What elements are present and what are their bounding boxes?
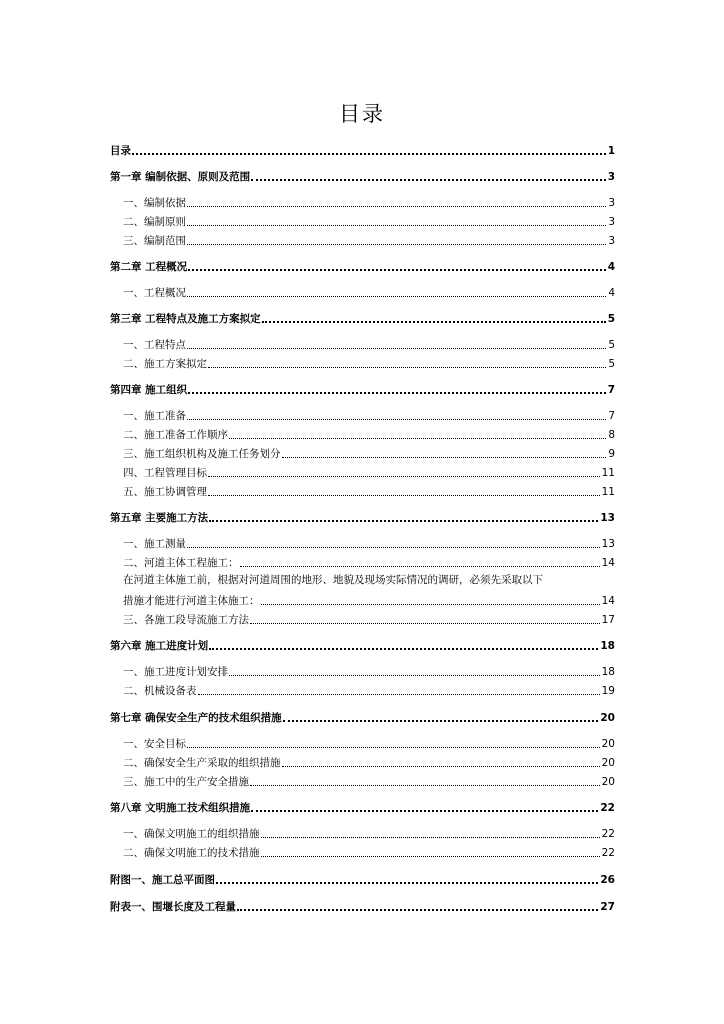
toc-chapter-5[interactable] bbox=[110, 509, 615, 525]
leader-dots bbox=[187, 206, 606, 207]
toc-page-number: 26 bbox=[600, 874, 615, 886]
toc-entry-text: 三、各施工段导流施工方法 bbox=[123, 614, 249, 626]
toc-page-number: 3 bbox=[608, 197, 615, 209]
toc-page-number: 3 bbox=[608, 235, 615, 247]
toc-page-number: 22 bbox=[601, 828, 615, 840]
toc-page-number: 3 bbox=[607, 171, 615, 183]
toc-section[interactable] bbox=[123, 213, 615, 229]
toc-page-number: 20 bbox=[601, 738, 615, 750]
leader-dots bbox=[187, 348, 606, 349]
toc-page-number: 17 bbox=[601, 614, 615, 626]
toc-page-number: 8 bbox=[608, 429, 615, 441]
leader-dots bbox=[187, 419, 606, 420]
toc-appendix-figure[interactable] bbox=[110, 871, 615, 887]
toc-entry-text: 三、施工中的生产安全措施 bbox=[123, 776, 249, 788]
toc-entry-text: 一、安全目标 bbox=[123, 738, 186, 750]
toc-section[interactable] bbox=[123, 284, 615, 300]
toc-entry-text: 第一章 编制依据、原则及范围 bbox=[110, 171, 251, 183]
toc-page-number: 20 bbox=[601, 757, 615, 769]
toc-page-number: 1 bbox=[607, 145, 615, 157]
toc-page-number: 11 bbox=[601, 467, 615, 479]
toc-entry-text: 第四章 施工组织 bbox=[110, 384, 188, 396]
leader-dots bbox=[250, 785, 600, 786]
leader-dots bbox=[187, 225, 606, 226]
toc-section[interactable] bbox=[123, 407, 615, 423]
toc-entry-text: 第七章 确保安全生产的技术组织措施 bbox=[110, 712, 282, 724]
toc-section[interactable] bbox=[123, 554, 615, 570]
toc-chapter-4[interactable] bbox=[110, 381, 615, 397]
toc-section-continued[interactable] bbox=[123, 573, 615, 589]
leader-dots bbox=[198, 694, 600, 695]
toc-section[interactable] bbox=[123, 464, 615, 480]
toc-section[interactable] bbox=[123, 682, 615, 698]
leader-dots bbox=[208, 476, 600, 477]
toc-section[interactable] bbox=[123, 825, 615, 841]
leader-dots bbox=[240, 566, 600, 567]
toc-page-number: 20 bbox=[600, 712, 615, 724]
leader-dots bbox=[261, 837, 600, 838]
leader-dots bbox=[187, 244, 606, 245]
leader-dots bbox=[262, 321, 606, 323]
toc-section[interactable] bbox=[123, 611, 615, 627]
leader-dots bbox=[261, 856, 600, 857]
toc-section[interactable] bbox=[123, 336, 615, 352]
toc-entry-text: 二、确保安全生产采取的组织措施 bbox=[123, 757, 281, 769]
toc-page-number: 7 bbox=[608, 410, 615, 422]
toc-entry-text: 一、工程特点 bbox=[123, 339, 186, 351]
toc-section[interactable] bbox=[123, 194, 615, 210]
toc-chapter-8[interactable] bbox=[110, 799, 615, 815]
toc-page-number: 5 bbox=[607, 313, 615, 325]
toc-entry-text: 一、工程概况 bbox=[123, 287, 186, 299]
toc-entry-text: 一、编制依据 bbox=[123, 197, 186, 209]
toc-page-number: 22 bbox=[600, 802, 615, 814]
leader-dots bbox=[208, 495, 600, 496]
toc-page-number: 18 bbox=[601, 666, 615, 678]
toc-section[interactable] bbox=[123, 535, 615, 551]
toc-entry-text: 一、确保文明施工的组织措施 bbox=[123, 828, 260, 840]
leader-dots bbox=[208, 367, 606, 368]
leader-dots bbox=[251, 810, 598, 812]
toc-entry-text: 一、施工准备 bbox=[123, 410, 186, 422]
toc-entry-text: 第五章 主要施工方法 bbox=[110, 512, 209, 524]
leader-dots bbox=[283, 720, 599, 722]
toc-page-number: 5 bbox=[608, 358, 615, 370]
toc-entry-text: 第二章 工程概况 bbox=[110, 261, 188, 273]
toc-entry-text: 措施才能进行河道主体施工： bbox=[123, 595, 260, 607]
leader-dots bbox=[282, 457, 607, 458]
toc-page-number: 4 bbox=[607, 261, 615, 273]
toc-page-number: 4 bbox=[608, 287, 615, 299]
toc-section[interactable] bbox=[123, 754, 615, 770]
leader-dots bbox=[132, 153, 606, 155]
toc-entry-text: 三、施工组织机构及施工任务划分 bbox=[123, 448, 281, 460]
leader-dots bbox=[209, 520, 598, 522]
toc-section[interactable] bbox=[123, 483, 615, 499]
toc-page-number: 13 bbox=[601, 538, 615, 550]
toc-entry-text: 附表一、围堰长度及工程量 bbox=[110, 901, 236, 913]
toc-appendix-table[interactable] bbox=[110, 898, 615, 914]
toc-page-number: 22 bbox=[601, 847, 615, 859]
toc-entry-text: 二、机械设备表 bbox=[123, 685, 197, 697]
leader-dots bbox=[229, 438, 606, 439]
leader-dots bbox=[187, 296, 606, 297]
toc-section[interactable] bbox=[123, 445, 615, 461]
leader-dots bbox=[251, 179, 606, 181]
toc-page-number: 14 bbox=[601, 595, 615, 607]
toc-chapter-2[interactable] bbox=[110, 258, 615, 274]
toc-entry-text: 第三章 工程特点及施工方案拟定 bbox=[110, 313, 261, 325]
leader-dots bbox=[187, 747, 600, 748]
toc-entry-text: 在河道主体施工前，根据对河道周围的地形、地貌及现场实际情况的调研，必须先采取以下 bbox=[123, 574, 543, 586]
toc-section[interactable] bbox=[123, 773, 615, 789]
toc-section[interactable] bbox=[123, 426, 615, 442]
toc-entry-text: 三、编制范围 bbox=[123, 235, 186, 247]
toc-entry-text: 一、施工进度计划安排 bbox=[123, 666, 228, 678]
toc-entry-text: 二、编制原则 bbox=[123, 216, 186, 228]
toc-page-number: 19 bbox=[601, 685, 615, 697]
toc-page-number: 14 bbox=[601, 557, 615, 569]
toc-page-number: 27 bbox=[600, 901, 615, 913]
toc-page-number: 20 bbox=[601, 776, 615, 788]
toc-chapter-3[interactable] bbox=[110, 310, 615, 326]
toc-section[interactable] bbox=[123, 735, 615, 751]
leader-dots bbox=[188, 269, 606, 271]
toc-entry-text: 第八章 文明施工技术组织措施 bbox=[110, 802, 251, 814]
toc-section[interactable] bbox=[123, 592, 615, 608]
toc-chapter-6[interactable] bbox=[110, 637, 615, 653]
leader-dots bbox=[282, 766, 600, 767]
toc-page-number: 18 bbox=[600, 640, 615, 652]
toc-section[interactable] bbox=[123, 232, 615, 248]
toc-section[interactable] bbox=[123, 663, 615, 679]
leader-dots bbox=[237, 909, 598, 911]
toc-entry-text: 五、施工协调管理 bbox=[123, 486, 207, 498]
toc-entry-text: 附图一、施工总平面图 bbox=[110, 874, 215, 886]
toc-page-number: 7 bbox=[607, 384, 615, 396]
page-title: 目录 bbox=[339, 102, 385, 126]
toc-chapter-7[interactable] bbox=[110, 709, 615, 725]
toc-section[interactable] bbox=[123, 844, 615, 860]
toc-page-number: 11 bbox=[601, 486, 615, 498]
toc-entry-text: 目录 bbox=[110, 145, 131, 157]
leader-dots bbox=[216, 882, 598, 884]
toc-entry-text: 第六章 施工进度计划 bbox=[110, 640, 209, 652]
toc-page-number: 5 bbox=[608, 339, 615, 351]
toc-chapter-1[interactable] bbox=[110, 168, 615, 184]
toc-entry-text: 二、施工方案拟定 bbox=[123, 358, 207, 370]
toc-page-number: 9 bbox=[608, 448, 615, 460]
toc-entry-text: 一、施工测量 bbox=[123, 538, 186, 550]
toc-entry-contents[interactable] bbox=[110, 142, 615, 158]
toc-entry-text: 二、施工准备工作顺序 bbox=[123, 429, 228, 441]
toc-entry-text: 二、河道主体工程施工： bbox=[123, 557, 239, 569]
toc-page-number: 13 bbox=[600, 512, 615, 524]
toc-section[interactable] bbox=[123, 355, 615, 371]
leader-dots bbox=[209, 648, 598, 650]
leader-dots bbox=[261, 604, 600, 605]
leader-dots bbox=[250, 623, 600, 624]
toc-entry-text: 四、工程管理目标 bbox=[123, 467, 207, 479]
toc-page-number: 3 bbox=[608, 216, 615, 228]
toc-entry-text: 二、确保文明施工的技术措施 bbox=[123, 847, 260, 859]
leader-dots bbox=[229, 675, 600, 676]
leader-dots bbox=[188, 392, 606, 394]
leader-dots bbox=[187, 547, 600, 548]
